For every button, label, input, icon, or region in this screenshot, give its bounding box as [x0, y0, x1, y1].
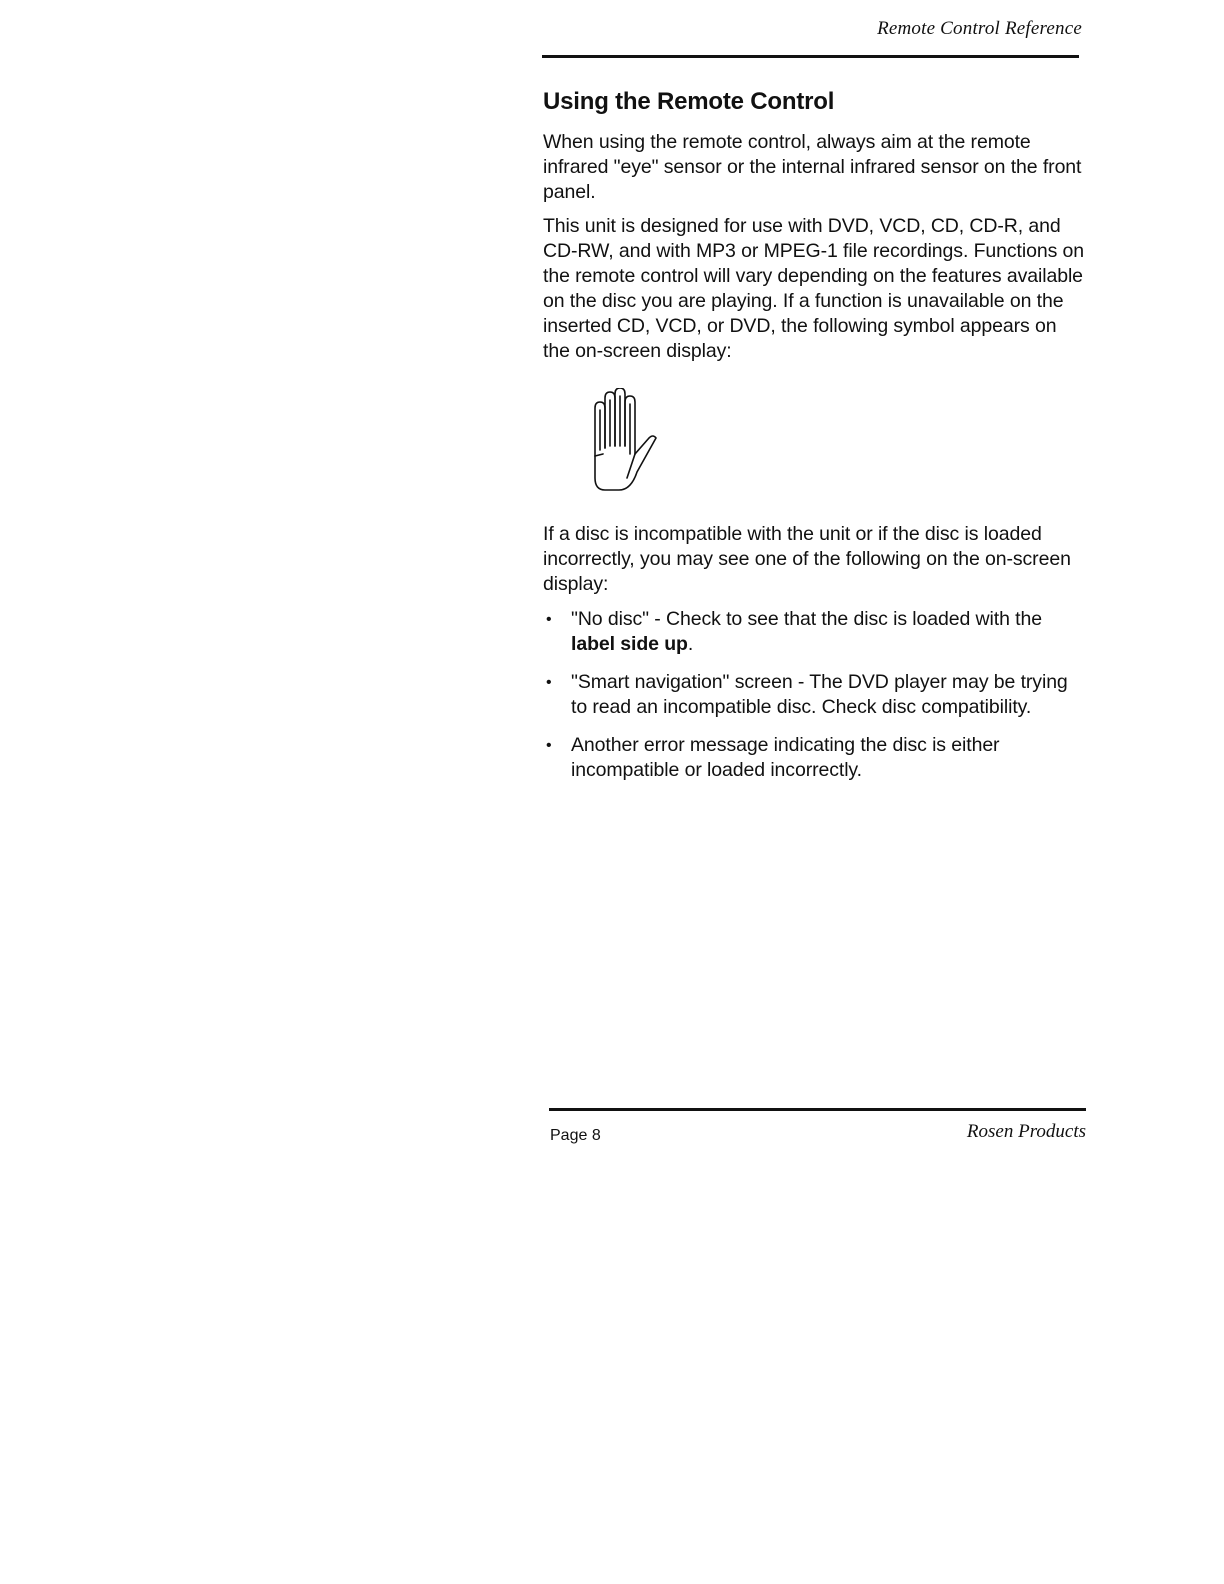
list-item — [543, 733, 1088, 783]
list-item — [543, 670, 1088, 720]
bullet-icon: • — [546, 737, 552, 754]
company-name: Rosen Products — [966, 1121, 1086, 1142]
bullet-icon: • — [546, 611, 552, 628]
list-item-bold: label side up — [571, 633, 688, 655]
bullet-icon: • — [546, 674, 552, 691]
list-item-tail: . — [687, 633, 694, 655]
paragraph-aim-sensor: When using the remote control, always aim at the remote infrared "eye" sensor or the internal infrared sensor on the front panel. — [543, 131, 1082, 203]
header-rule — [542, 55, 1079, 58]
main-content — [543, 88, 1088, 796]
page-number: Page 8 — [550, 1127, 601, 1144]
hand-icon — [591, 388, 661, 498]
paragraph-disc-support: This unit is designed for use with DVD, VCD, CD, CD-R, and CD-RW, and with MP3 or MPEG-1 file recordings. Functions on the remote control will vary depending on the features available on the disc you are playing. If a function is unavailable on the inserted CD, VCD, or DVD, the following symbol appears on the on-screen display: — [543, 215, 1085, 362]
paragraph-incompatible-disc: If a disc is incompatible with the unit or if the disc is loaded incorrectly, you may see one of the following on the on-screen display: — [543, 523, 1071, 595]
list-item — [543, 607, 1088, 657]
list-item-text: "No disc" - Check to see that the disc is loaded with the — [571, 608, 1042, 630]
footer-rule — [549, 1108, 1086, 1111]
list-item-text: Another error message indicating the disc is either incompatible or loaded incorrectly. — [571, 734, 1000, 781]
error-list — [543, 607, 1088, 783]
section-title: Using the Remote Control — [543, 88, 835, 115]
list-item-text: "Smart navigation" screen - The DVD player may be trying to read an incompatible disc. Check disc compatibility. — [571, 671, 1068, 718]
running-header: Remote Control Reference — [877, 18, 1082, 39]
